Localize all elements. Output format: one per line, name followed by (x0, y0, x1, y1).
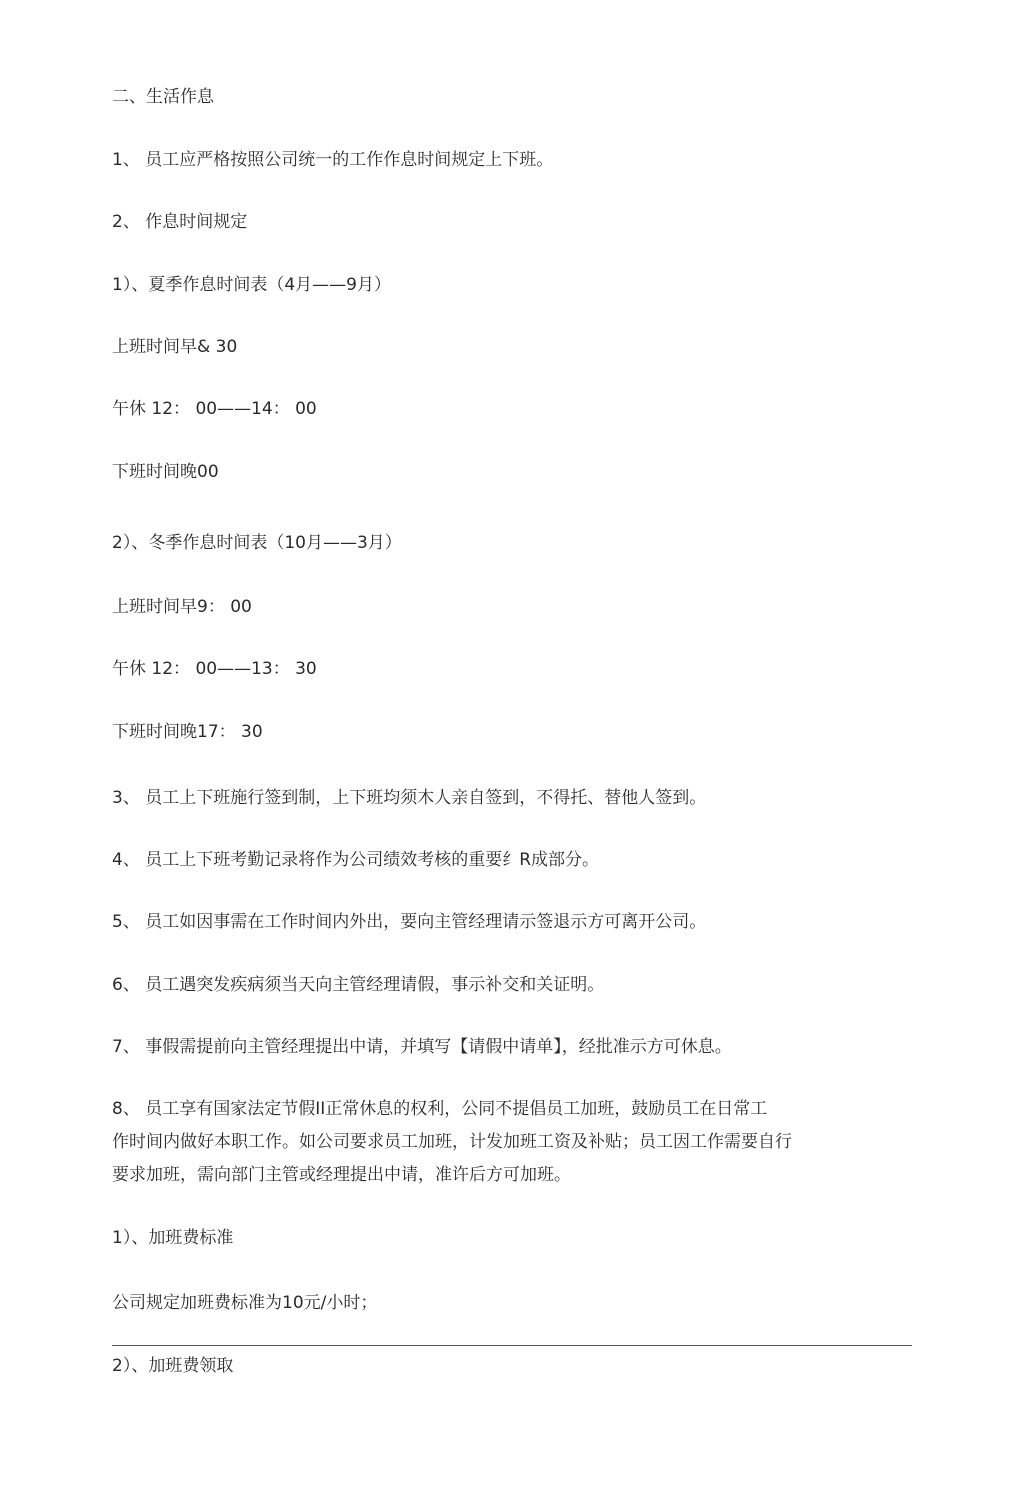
item-8-paragraph (112, 1093, 882, 1192)
item-3: 3、 员工上下班施行签到制，上下班均须木人亲自签到，不得托、替他人签到。 (112, 788, 707, 808)
winter-start-time: 上班时间早9： 00 (112, 597, 252, 617)
item-1: 1、 员工应严格按照公司统一的工作作息时间规定上下班。 (112, 150, 554, 170)
overtime-standard-heading: 1）、加班费标准 (112, 1228, 234, 1248)
summer-lunch-break: 午休 12： 00——14： 00 (112, 399, 317, 419)
item-8-line-2: 作时间内做好本职工作。如公司要求员工加班，计发加班工资及补贴；员工因工作需要自行 (112, 1132, 792, 1152)
item-8-line-3: 要求加班，需向部门主管或经理提出中请，准许后方可加班。 (112, 1165, 571, 1185)
item-5: 5、 员工如因事需在工作时间内外出，要向主管经理请示签退示方可离开公司。 (112, 912, 707, 932)
item-7: 7、 事假需提前向主管经理提出中请，并填写【请假中请单】，经批准示方可休息。 (112, 1037, 732, 1057)
item-8-line-1: 8、 员工享有国家法定节假II正常休息的权利，公同不提倡员工加班，鼓励员工在日常工 (112, 1099, 768, 1119)
section-title: 二、生活作息 (112, 87, 214, 107)
overtime-collect-heading: 2）、加班费领取 (112, 1356, 234, 1376)
summer-start-time: 上班时间早& 30 (112, 337, 238, 357)
item-4: 4、 员工上下班考勤记录将作为公司绩效考核的重要纟R成部分。 (112, 850, 600, 870)
horizontal-divider (112, 1345, 912, 1346)
item-6: 6、 员工遇突发疾病须当天向主管经理请假，事示补交和关证明。 (112, 975, 605, 995)
winter-schedule-heading: 2）、冬季作息时间表（10月——3月） (112, 533, 402, 553)
winter-end-time: 下班时间晚17： 30 (112, 722, 263, 742)
winter-lunch-break: 午休 12： 00——13： 30 (112, 659, 317, 679)
summer-schedule-heading: 1）、夏季作息时间表（4月——9月） (112, 275, 391, 295)
overtime-standard-text: 公司规定加班费标准为10元/小时； (112, 1293, 378, 1313)
summer-end-time: 下班时间晚00 (112, 462, 219, 482)
item-2: 2、 作息时间规定 (112, 212, 248, 232)
